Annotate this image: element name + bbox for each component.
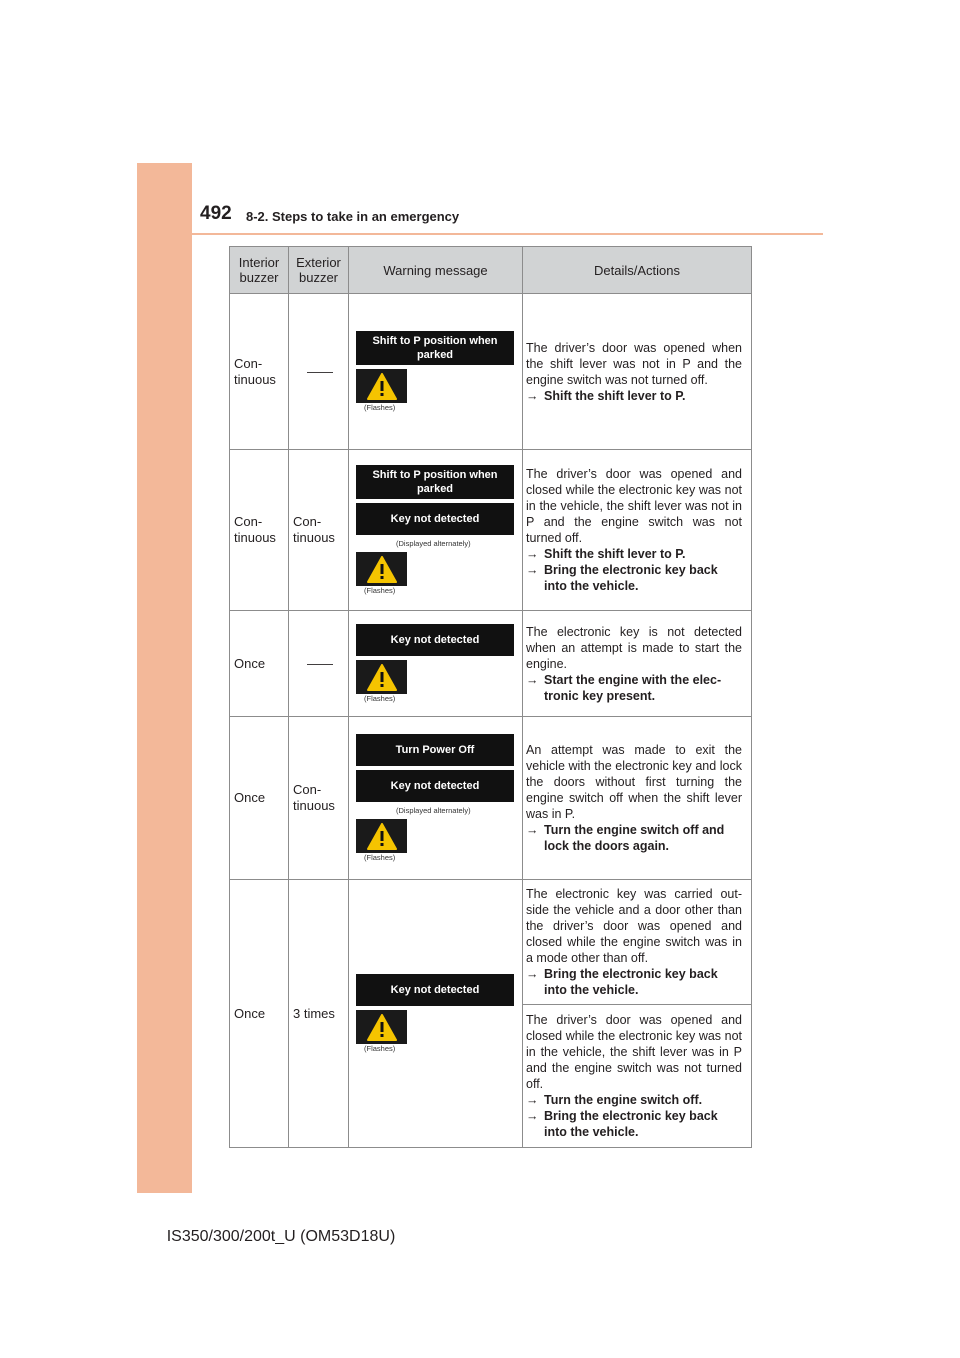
interior-buzzer-cell: Con- tinuous bbox=[230, 450, 289, 611]
action-text: Turn the engine switch off and lock the doors again. bbox=[544, 823, 725, 853]
exterior-buzzer-cell: Con- tinuous bbox=[289, 717, 349, 880]
warning-icon bbox=[356, 1010, 407, 1044]
action-item bbox=[526, 388, 742, 404]
arrow-icon: → bbox=[526, 388, 539, 403]
details-text: The electronic key was carried out- side the vehicle and a door other than the driver’s door was opened and closed while the engine switch was in a mode other than off. bbox=[526, 887, 742, 965]
flashes-caption: (Flashes) bbox=[364, 1044, 396, 1053]
arrow-icon: → bbox=[526, 967, 539, 981]
warning-message-cell bbox=[349, 717, 523, 880]
displayed-alternately-caption: (Displayed alternately) bbox=[396, 539, 471, 548]
warning-icon bbox=[356, 819, 407, 853]
action-text: Shift the shift lever to P. bbox=[544, 388, 686, 403]
details-cell bbox=[523, 717, 752, 880]
arrow-icon: → bbox=[526, 672, 539, 687]
action-item bbox=[526, 1092, 742, 1108]
interior-buzzer-cell: Once bbox=[230, 611, 289, 717]
arrow-icon: → bbox=[526, 547, 539, 561]
display-message: Key not detected bbox=[356, 974, 514, 1006]
interior-buzzer-cell: Once bbox=[230, 880, 289, 1148]
arrow-icon: → bbox=[526, 563, 539, 577]
display-message: Shift to P position when parked bbox=[356, 331, 514, 365]
table-row bbox=[230, 450, 752, 611]
section-title: 8-2. Steps to take in an emergency bbox=[246, 209, 460, 224]
details-text: The electronic key is not detected when an attempt is made to start the engine. bbox=[526, 624, 742, 671]
display-message: Shift to P position when parked bbox=[356, 465, 514, 499]
details-text: The driver’s door was opened when the shift lever was not in P and the engine switch was not turned off. bbox=[526, 340, 742, 387]
page-number: 492 bbox=[200, 203, 232, 224]
exterior-buzzer-cell: —— bbox=[289, 611, 349, 717]
action-text: Bring the electronic key back into the vehicle. bbox=[544, 967, 718, 997]
warning-table bbox=[229, 246, 752, 1148]
table-row bbox=[230, 717, 752, 880]
display-message: Key not detected bbox=[356, 624, 514, 656]
warning-icon bbox=[356, 369, 407, 403]
display-message: Key not detected bbox=[356, 770, 514, 802]
interior-buzzer-cell: Con- tinuous bbox=[230, 294, 289, 450]
flashes-caption: (Flashes) bbox=[364, 403, 396, 412]
details-text: The driver’s door was opened and closed while the electronic key was not in the vehicle, the shift lever was in P and the engine switch was not turned off. bbox=[526, 1013, 742, 1091]
action-text: Turn the engine switch off. bbox=[544, 1093, 703, 1107]
warning-icon bbox=[356, 660, 407, 694]
arrow-icon: → bbox=[526, 1109, 539, 1123]
action-item bbox=[526, 562, 742, 594]
details-cell bbox=[523, 294, 752, 450]
col-details-actions: Details/Actions bbox=[523, 247, 752, 294]
details-cell bbox=[523, 880, 752, 1005]
table-row bbox=[230, 294, 752, 450]
document-footer: IS350/300/200t_U (OM53D18U) bbox=[166, 1228, 396, 1245]
header-rule bbox=[192, 233, 823, 235]
warning-message-cell bbox=[349, 880, 523, 1148]
displayed-alternately-caption: (Displayed alternately) bbox=[396, 806, 471, 815]
details-cell bbox=[523, 1005, 752, 1148]
action-text: Bring the electronic key back into the vehicle. bbox=[544, 563, 718, 593]
table-row bbox=[230, 611, 752, 717]
exterior-buzzer-cell: 3 times bbox=[289, 880, 349, 1148]
interior-buzzer-cell: Once bbox=[230, 717, 289, 880]
action-item bbox=[526, 966, 742, 998]
col-exterior-buzzer: Exterior buzzer bbox=[289, 247, 349, 294]
details-cell bbox=[523, 611, 752, 717]
table-row bbox=[230, 880, 752, 1005]
exterior-buzzer-cell: —— bbox=[289, 294, 349, 450]
table-header-row bbox=[230, 247, 752, 294]
display-message: Turn Power Off bbox=[356, 734, 514, 766]
flashes-caption: (Flashes) bbox=[364, 694, 396, 703]
action-item bbox=[526, 672, 742, 704]
action-item bbox=[526, 822, 742, 854]
action-text: Bring the electronic key back into the vehicle. bbox=[544, 1109, 718, 1139]
display-message: Key not detected bbox=[356, 503, 514, 535]
details-text: An attempt was made to exit the vehicle with the electronic key and lock the doors without first turning the engine switch off when the shift lever was in P. bbox=[526, 743, 742, 821]
flashes-caption: (Flashes) bbox=[364, 586, 396, 595]
section-tab-strip bbox=[137, 163, 192, 1193]
exterior-buzzer-cell: Con- tinuous bbox=[289, 450, 349, 611]
col-warning-message: Warning message bbox=[349, 247, 523, 294]
warning-icon bbox=[356, 552, 407, 586]
col-interior-buzzer: Interior buzzer bbox=[230, 247, 289, 294]
action-item bbox=[526, 1108, 742, 1140]
action-item bbox=[526, 546, 742, 562]
action-text: Shift the shift lever to P. bbox=[544, 547, 686, 561]
flashes-caption: (Flashes) bbox=[364, 853, 396, 862]
warning-message-cell bbox=[349, 294, 523, 450]
arrow-icon: → bbox=[526, 823, 539, 837]
warning-message-cell bbox=[349, 450, 523, 611]
arrow-icon: → bbox=[526, 1093, 539, 1107]
warning-message-cell bbox=[349, 611, 523, 717]
action-text: Start the engine with the elec- tronic key present. bbox=[544, 672, 722, 703]
details-cell bbox=[523, 450, 752, 611]
details-text: The driver’s door was opened and closed while the electronic key was not in the vehicle, the shift lever was not in P and the engine switch was not turned off. bbox=[526, 467, 742, 545]
